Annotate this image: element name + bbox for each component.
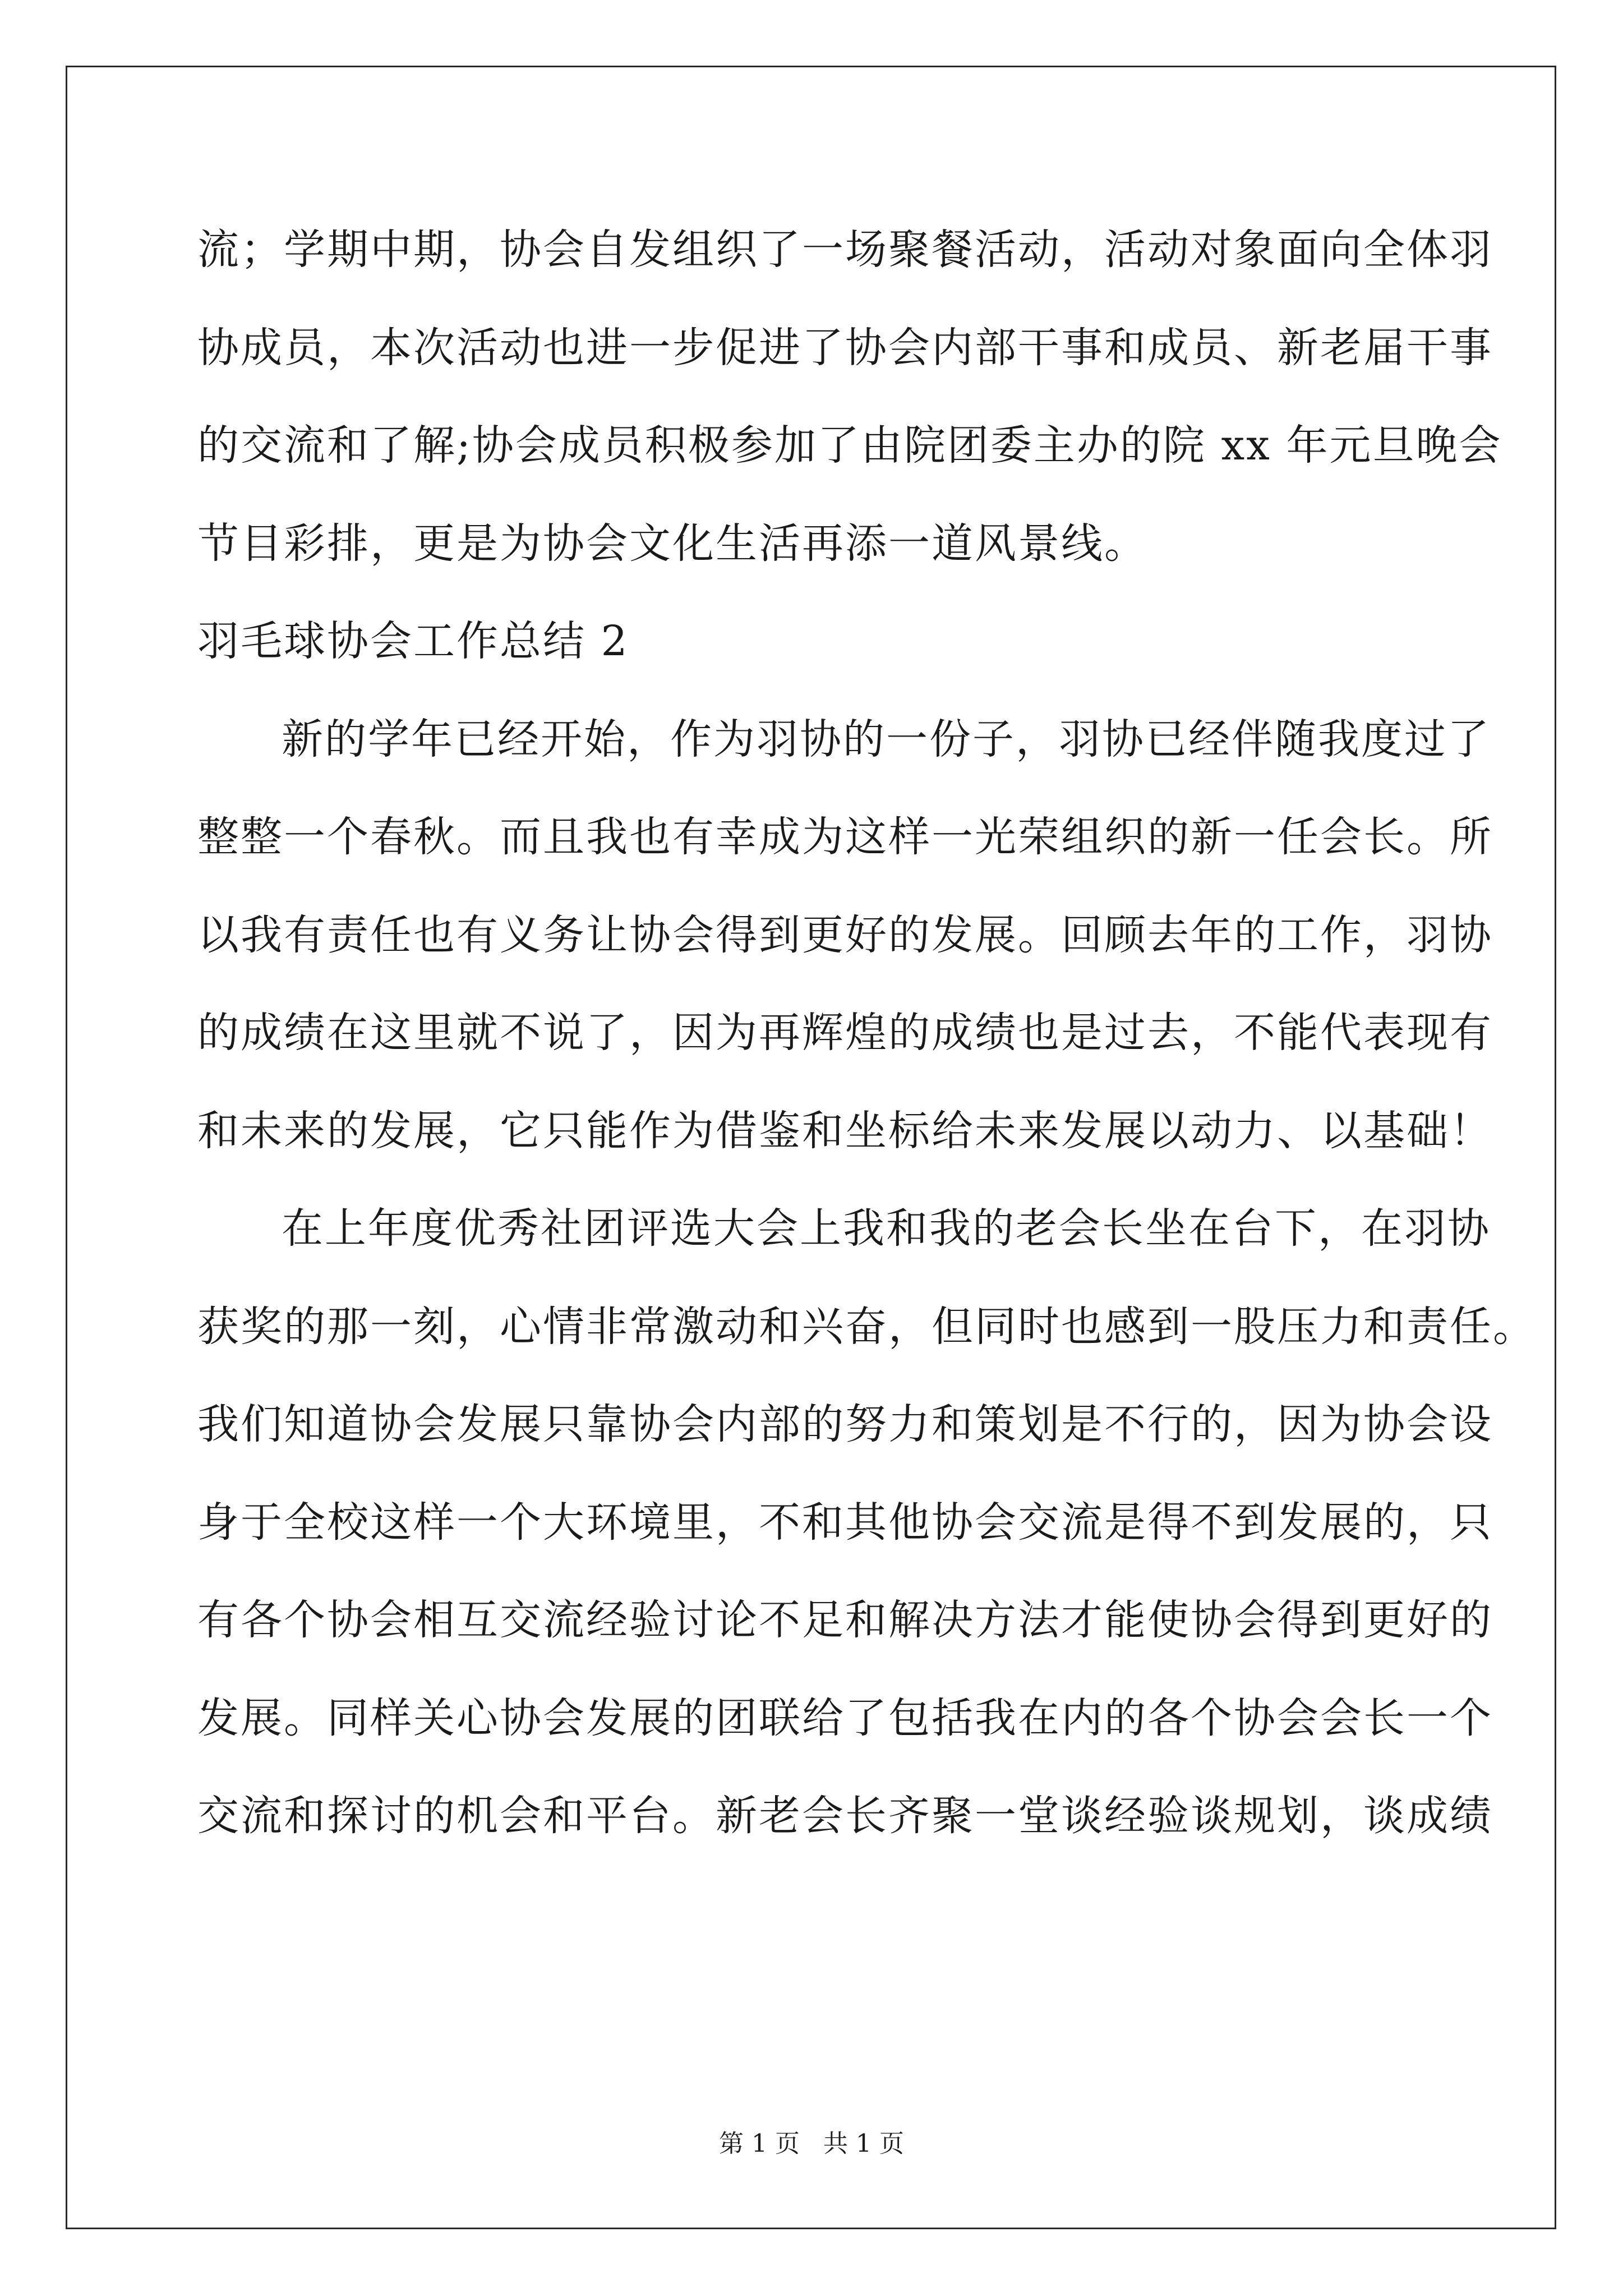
body-line: 流；学期中期，协会自发组织了一场聚餐活动，活动对象面向全体羽: [197, 226, 1493, 274]
body-line: 有各个协会相互交流经验讨论不足和解决方法才能使协会得到更好的: [197, 1596, 1493, 1644]
body-line: 协成员，本次活动也进一步促进了协会内部干事和成员、新老届干事: [197, 323, 1493, 372]
body-line: 获奖的那一刻，心情非常激动和兴奋，但同时也感到一股压力和责任。: [197, 1302, 1536, 1351]
body-line: 和未来的发展，它只能作为借鉴和坐标给未来发展以动力、以基础！: [197, 1106, 1493, 1155]
body-line: 发展。同样关心协会发展的团联给了包括我在内的各个协会会长一个: [197, 1694, 1493, 1742]
paragraph-first-line: 新的学年已经开始，作为羽协的一份子，羽协已经伴随我度过了: [282, 715, 1491, 763]
page-number: 第 1 页: [719, 2129, 800, 2158]
page-footer: [0, 2127, 1623, 2161]
page-total: 共 1 页: [823, 2129, 904, 2158]
body-line: 以我有责任也有义务让协会得到更好的发展。回顾去年的工作，羽协: [197, 910, 1493, 959]
body-line: 节目彩排，更是为协会文化生活再添一道风景线。: [197, 519, 1147, 568]
body-line: 我们知道协会发展只靠协会内部的努力和策划是不行的，因为协会设: [197, 1400, 1493, 1448]
body-line: 的交流和了解;协会成员积极参加了由院团委主办的院 xx 年元旦晚会: [197, 421, 1502, 470]
body-line: 的成绩在这里就不说了，因为再辉煌的成绩也是过去，不能代表现有: [197, 1009, 1493, 1057]
body-line: 整整一个春秋。而且我也有幸成为这样一光荣组织的新一任会长。所: [197, 813, 1493, 861]
body-line: 身于全校这样一个大环境里，不和其他协会交流是得不到发展的，只: [197, 1498, 1493, 1547]
body-line: 交流和探讨的机会和平台。新老会长齐聚一堂谈经验谈规划，谈成绩: [197, 1792, 1493, 1840]
section-heading: 羽毛球协会工作总结 2: [197, 617, 629, 665]
paragraph-first-line: 在上年度优秀社团评选大会上我和我的老会长坐在台下，在羽协: [282, 1204, 1491, 1253]
document-body: [197, 216, 1536, 1880]
